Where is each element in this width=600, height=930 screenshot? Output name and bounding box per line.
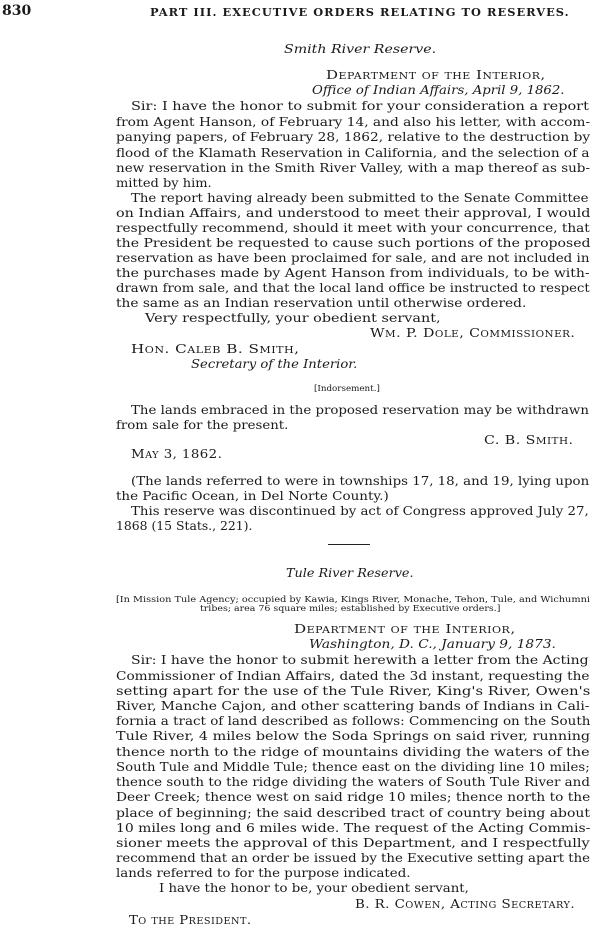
text-line: mitted by him. (116, 176, 212, 190)
text-line: Office of Indian Affairs, April 9, 1862. (312, 83, 565, 97)
text-line: Tule River Reserve. (286, 566, 414, 580)
text-line: (The lands referred to were in townships 17, 18, and 19, lying upon (131, 474, 590, 488)
text-line: C. B. Smith. (484, 433, 574, 447)
text-line: B. R. Cowen, Acting Secretary. (355, 897, 576, 911)
text-line: thence north to the ridge of mountains dividing the waters of the (116, 745, 590, 759)
text-line: sioner meets the approval of this Department, and I respectfully (116, 836, 590, 850)
section-divider (328, 544, 370, 545)
text-line: 1868 (15 Stats., 221). (116, 519, 253, 533)
page-number: 830 (2, 3, 32, 19)
text-line: Secretary of the Interior. (191, 357, 358, 371)
text-line: tribes; area 76 square miles; established by Executive orders.] (200, 604, 501, 614)
text-line: This reserve was discontinued by act of Congress approved July 27, (131, 504, 589, 518)
text-line: panying papers, of February 28, 1862, relative to the destruction by (116, 130, 591, 144)
text-line: from sale for the present. (116, 418, 289, 432)
running-title: PART III. EXECUTIVE ORDERS RELATING TO RESERVES. (150, 6, 570, 19)
text-line: Very respectfully, your obedient servant, (145, 311, 441, 325)
text-line: Sir: I have the honor to submit for your consideration a report (131, 99, 589, 113)
text-line: Department of the Interior, (294, 622, 516, 636)
text-line: Tule River, 4 miles below the Soda Springs on said river, running (116, 729, 591, 743)
text-line: recommend that an order be issued by the Executive setting apart the (116, 851, 591, 865)
text-line: drawn from sale, and that the local land office be instructed to respect (116, 281, 590, 295)
text-line: Sir: I have the honor to submit herewith a letter from the Acting (131, 653, 589, 667)
text-line: Deer Creek; thence west on said ridge 10 miles; thence north to the (116, 790, 591, 804)
text-line: 10 miles long and 6 miles wide. The request of the Acting Commis- (116, 821, 591, 835)
text-line: the purchases made by Agent Hanson from individuals, to be with- (116, 266, 590, 280)
text-line: setting apart for the use of the Tule River, King's River, Owen's (116, 684, 591, 698)
text-line: The lands embraced in the proposed reservation may be withdrawn (131, 403, 589, 417)
text-line: Commissioner of Indian Affairs, dated the 3d instant, requesting the (116, 669, 590, 683)
text-line: respectfully recommend, should it meet with your concurrence, that (116, 221, 590, 235)
text-line: [Indorsement.] (314, 384, 380, 394)
text-line: [In Mission Tule Agency; occupied by Kawia, Kings River, Monache, Tehon, Tule, and Wichumni (116, 595, 590, 605)
text-line: lands referred to for the purpose indicated. (116, 866, 411, 880)
text-line: Smith River Reserve. (284, 42, 437, 56)
text-line: The report having already been submitted to the Senate Committee (131, 191, 589, 205)
text-line: South Tule and Middle Tule; thence east on the dividing line 10 miles; (116, 760, 590, 774)
text-line: fornia a tract of land described as follows: Commencing on the South (116, 714, 591, 728)
text-line: from Agent Hanson, of February 14, and also his letter, with accom- (116, 115, 591, 129)
text-line: Washington, D. C., January 9, 1873. (309, 637, 556, 651)
text-line: thence south to the ridge dividing the waters of South Tule River and (116, 775, 590, 789)
text-line: May 3, 1862. (131, 447, 223, 461)
text-line: Wm. P. Dole, Commissioner. (370, 326, 576, 340)
text-line: the same as an Indian reservation until otherwise ordered. (116, 296, 527, 310)
text-line: new reservation in the Smith River Valley, with a map thereof as sub- (116, 161, 590, 175)
text-line: place of beginning; the said described tract of country being about (116, 806, 590, 820)
text-line: the President be requested to cause such portions of the proposed (116, 236, 591, 250)
text-line: the Pacific Ocean, in Del Norte County.) (116, 489, 389, 503)
text-line: on Indian Affairs, and understood to meet their approval, I would (116, 206, 591, 220)
text-line: I have the honor to be, your obedient servant, (159, 881, 469, 895)
text-line: reservation as have been proclaimed for sale, and are not included in (116, 251, 590, 265)
text-line: Department of the Interior, (326, 68, 546, 82)
text-line: Hon. Caleb B. Smith, (131, 342, 300, 356)
text-line: River, Manche Cajon, and other scattering bands of Indians in Cali- (116, 699, 590, 713)
text-line: flood of the Klamath Reservation in California, and the selection of a (116, 146, 590, 160)
text-line: To the President. (129, 913, 252, 927)
